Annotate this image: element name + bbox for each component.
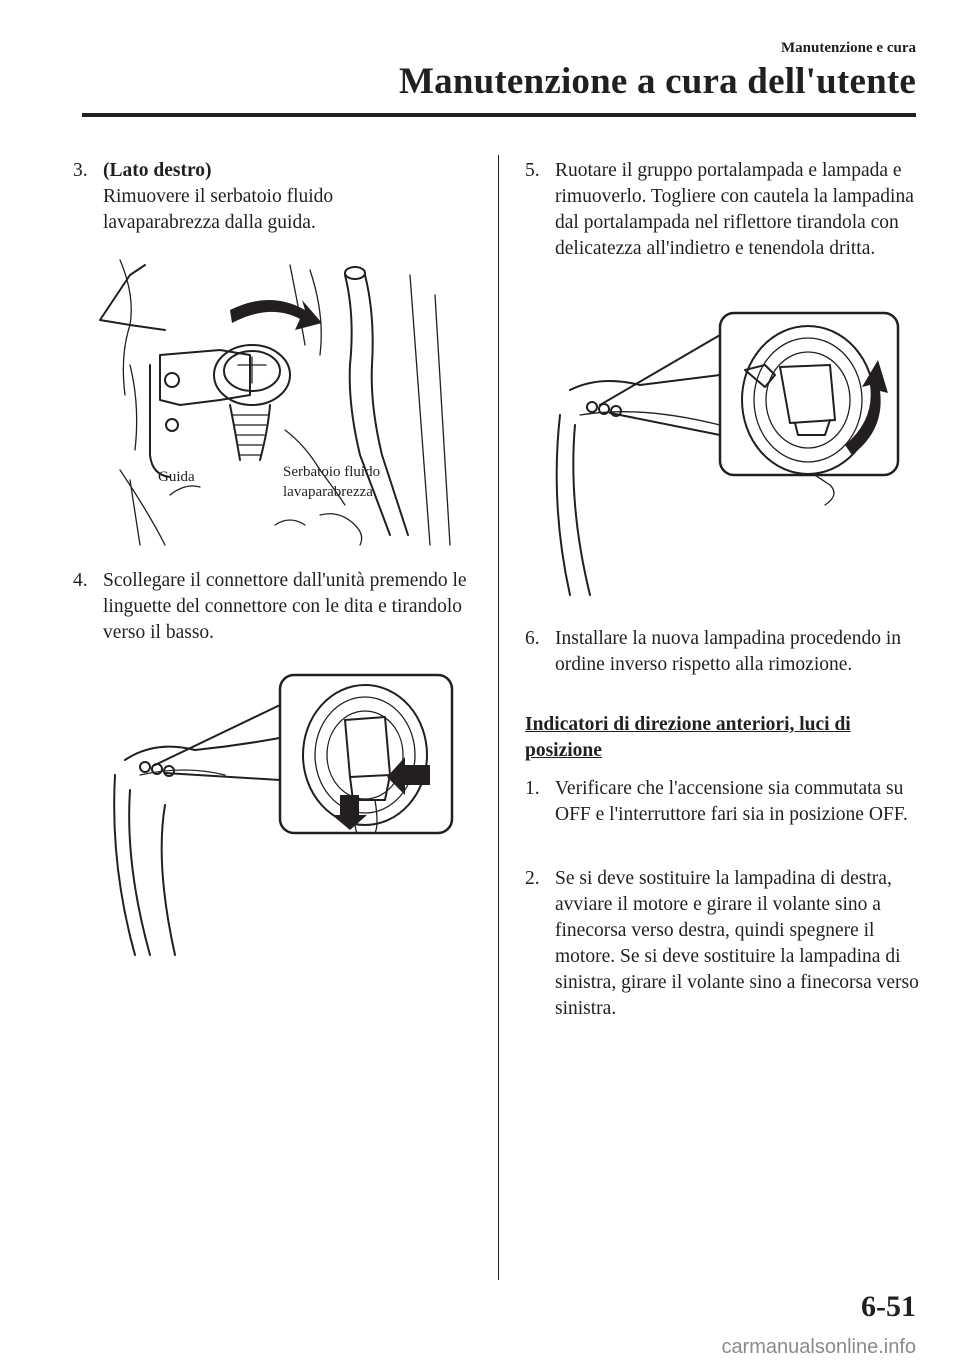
substep-1 bbox=[525, 776, 920, 828]
step-5 bbox=[525, 158, 920, 262]
step-number: 6. bbox=[525, 628, 540, 649]
step-4 bbox=[73, 568, 483, 646]
section-heading: Indicatori di direzione anteriori, luci di posizione bbox=[525, 714, 851, 761]
bulb-rotation-illustration bbox=[540, 305, 910, 600]
step-6 bbox=[525, 626, 920, 678]
step-number: 1. bbox=[525, 778, 540, 799]
step-3 bbox=[73, 158, 483, 236]
label-reservoir-line2: lavaparabrezza bbox=[283, 484, 373, 500]
step-number: 5. bbox=[525, 160, 540, 181]
step-5-text: Ruotare il gruppo portalampada e lampada e rimuoverlo. Togliere con cautela la lampadina dal portalampada nel riflettore tirandola con delicatezza all'indietro e tenendola dritta. bbox=[555, 160, 914, 259]
step-6-text: Installare la nuova lampadina procedendo in ordine inverso rispetto alla rimozione. bbox=[555, 628, 901, 675]
step-3-line2: lavaparabrezza dalla guida. bbox=[103, 212, 316, 233]
label-reservoir bbox=[283, 462, 423, 502]
step-3-line1: Rimuovere il serbatoio fluido bbox=[103, 186, 334, 207]
step-number: 3. bbox=[73, 160, 88, 181]
label-guide: Guida bbox=[158, 469, 195, 485]
substep-2-text: Se si deve sostituire la lampadina di destra, avviare il motore e girare il volante sino a finecorsa verso destra, quindi spegnere il motore. Se si deve sostituire la lampadina di sinistra, girare il volante sino a finecorsa verso sinistra. bbox=[555, 868, 919, 1019]
step-number: 2. bbox=[525, 868, 540, 889]
connector-illustration bbox=[95, 665, 465, 960]
page-number: 6-51 bbox=[861, 1290, 916, 1323]
step-number: 4. bbox=[73, 570, 88, 591]
label-reservoir-line1: Serbatoio fluido bbox=[283, 464, 381, 480]
chapter-title: Manutenzione a cura dell'utente bbox=[399, 61, 916, 102]
washer-reservoir-illustration bbox=[90, 255, 470, 550]
header-rule bbox=[82, 113, 916, 117]
column-divider bbox=[498, 155, 499, 1280]
substep-1-text: Verificare che l'accensione sia commutata su OFF e l'interruttore fari sia in posizione OFF. bbox=[555, 778, 908, 825]
step-3-title: (Lato destro) bbox=[103, 160, 212, 181]
section-title: Manutenzione e cura bbox=[781, 40, 916, 56]
substep-2 bbox=[525, 866, 920, 1022]
watermark: carmanualsonline.info bbox=[721, 1336, 916, 1358]
step-4-text: Scollegare il connettore dall'unità premendo le linguette del connettore con le dita e tirandolo verso il basso. bbox=[103, 570, 467, 643]
